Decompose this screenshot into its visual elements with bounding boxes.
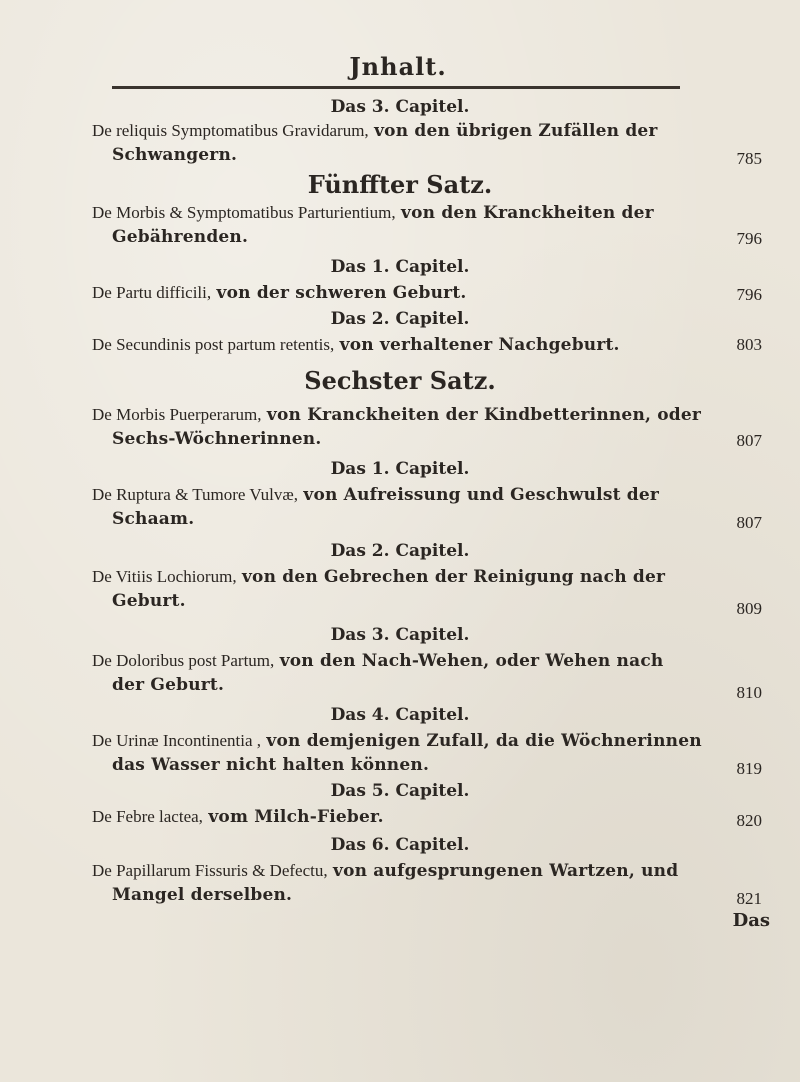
page-number: 807 (736, 513, 762, 532)
page-number: 819 (736, 759, 762, 778)
latin-title: De reliquis Symptomatibus Gravidarum, (92, 121, 369, 140)
latin-title: De Febre lactea, (92, 807, 203, 826)
latin-title: De Vitiis Lochiorum, (92, 567, 237, 586)
toc-entry-line (92, 334, 620, 356)
chapter-heading: Das 5. Capitel. (330, 781, 470, 801)
german-title: vom Milch-Fieber. (208, 807, 384, 827)
chapter-heading: Das 6. Capitel. (330, 835, 470, 855)
page-number: 796 (736, 229, 762, 248)
chapter-heading: Das 4. Capitel. (330, 705, 470, 725)
toc-entry-line (112, 226, 248, 248)
german-title-cont: Schwangern. (112, 145, 238, 165)
german-title: von Kranckheiten der Kindbetterinnen, oder (266, 405, 702, 425)
latin-title: De Morbis & Symptomatibus Parturientium, (92, 203, 396, 222)
toc-entry-line (92, 806, 384, 828)
latin-title: De Morbis Puerperarum, (92, 405, 262, 424)
toc-entry-line (112, 428, 321, 450)
german-title-cont: Gebährenden. (112, 227, 249, 247)
toc-entry-line (112, 674, 224, 696)
page-number: 821 (736, 889, 762, 908)
header-rule (112, 86, 680, 89)
latin-title: De Ruptura & Tumore Vulvæ, (92, 485, 298, 504)
german-title: von aufgesprungenen Wartzen, und (333, 861, 679, 881)
german-title-cont: das Wasser nicht halten können. (112, 755, 430, 775)
german-title: von den Kranckheiten der (401, 203, 654, 223)
german-title: von den Gebrechen der Reinigung nach der (241, 567, 666, 587)
page-number: 785 (736, 149, 762, 168)
page-number: 809 (736, 599, 762, 618)
page-number: 803 (736, 335, 762, 354)
latin-title: De Doloribus post Partum, (92, 651, 275, 670)
page-number: 807 (736, 431, 762, 450)
chapter-heading: Das 1. Capitel. (330, 459, 470, 479)
toc-entry-line (112, 508, 194, 530)
german-title-cont: Geburt. (112, 591, 186, 611)
german-title: von den übrigen Zufällen der (374, 121, 658, 141)
latin-title: De Partu difficili, (92, 283, 212, 302)
toc-entry-line (92, 860, 678, 882)
page-title: Jnhalt. (349, 52, 447, 81)
german-title: von demjenigen Zufall, da die Wöchnerinnen (266, 731, 702, 751)
toc-entry-line (92, 120, 658, 142)
latin-title: De Papillarum Fissuris & Defectu, (92, 861, 328, 880)
german-title: von Aufreissung und Geschwulst der (303, 485, 660, 505)
chapter-heading: Das 1. Capitel. (330, 257, 470, 277)
toc-entry-line (92, 404, 701, 426)
page-number: 796 (736, 285, 762, 304)
page-number: 820 (736, 811, 762, 830)
german-title: von verhaltener Nachgeburt. (339, 335, 620, 355)
toc-entry-line (92, 566, 665, 588)
toc-entry-line (92, 202, 654, 224)
german-title-cont: Mangel derselben. (112, 885, 293, 905)
section-heading: Sechster Satz. (304, 366, 496, 395)
chapter-heading: Das 2. Capitel. (330, 309, 470, 329)
section-heading: Fünffter Satz. (307, 170, 493, 199)
toc-entry-line (92, 484, 659, 506)
catchword: Das (732, 910, 770, 931)
toc-entry-line (112, 144, 237, 166)
chapter-heading: Das 3. Capitel. (330, 625, 470, 645)
toc-entry-line (112, 754, 429, 776)
toc-entry-line (112, 590, 186, 612)
toc-entry-line (112, 884, 292, 906)
german-title-cont: Schaam. (112, 509, 195, 529)
toc-entry-line (92, 650, 663, 672)
german-title-cont: der Geburt. (112, 675, 225, 695)
chapter-heading: Das 3. Capitel. (330, 97, 470, 117)
german-title: von der schweren Geburt. (216, 283, 467, 303)
latin-title: De Urinæ Incontinentia , (92, 731, 262, 750)
german-title: von den Nach-Wehen, oder Wehen nach (279, 651, 664, 671)
toc-entry-line (92, 282, 467, 304)
toc-entry-line (92, 730, 702, 752)
chapter-heading: Das 2. Capitel. (330, 541, 470, 561)
page-number: 810 (736, 683, 762, 702)
latin-title: De Secundinis post partum retentis, (92, 335, 335, 354)
german-title-cont: Sechs-Wöchnerinnen. (112, 429, 322, 449)
